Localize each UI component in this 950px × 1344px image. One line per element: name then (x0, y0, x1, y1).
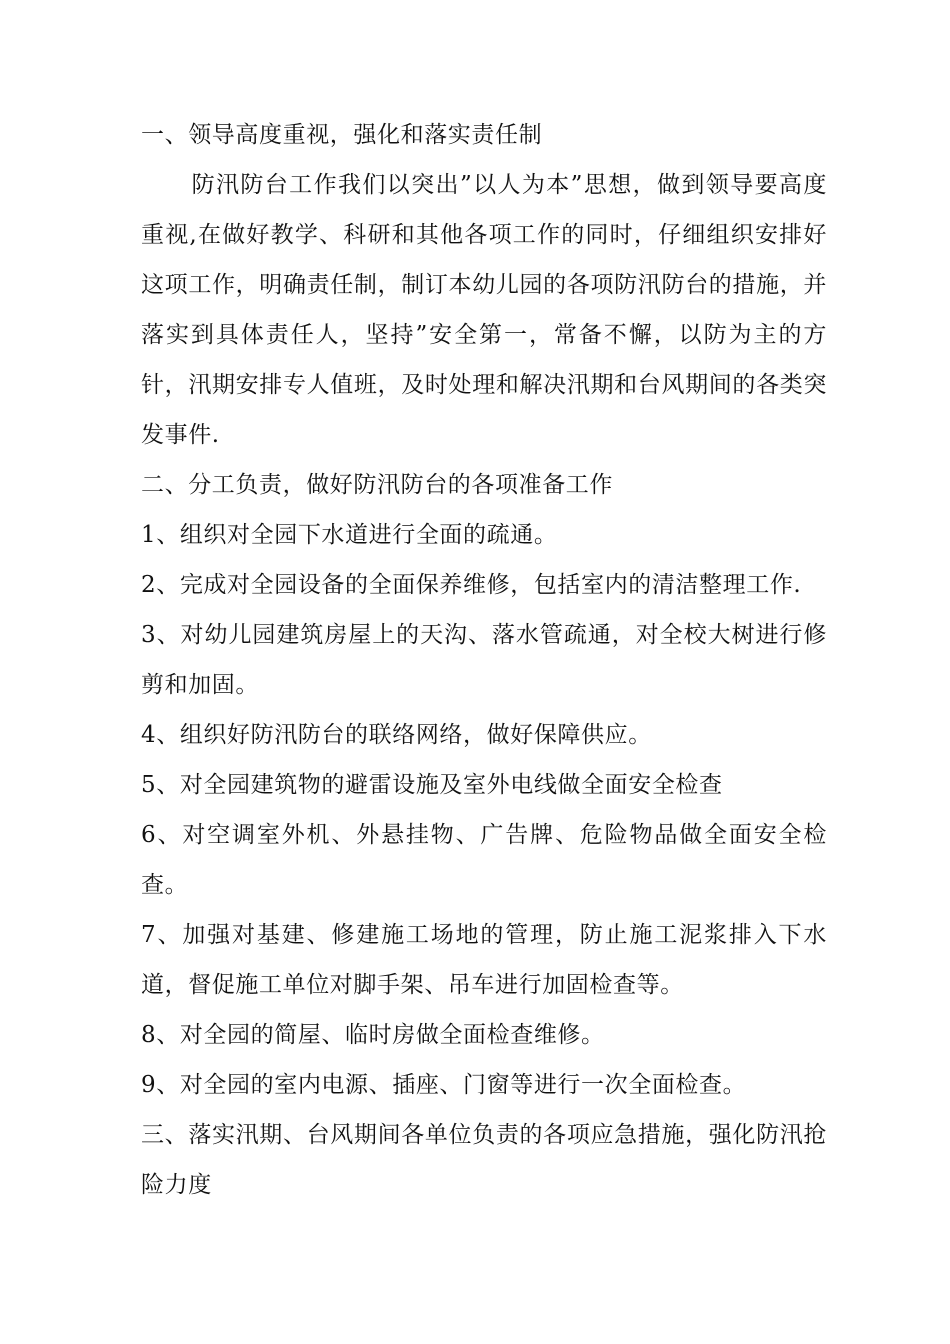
section-heading-3: 三、落实汛期、台风期间各单位负责的各项应急措施，强化防汛抢险力度 (141, 1122, 827, 1198)
list-item-1: 1、组织对全园下水道进行全面的疏通。 (141, 522, 558, 548)
document-body (141, 110, 827, 1210)
body-paragraph: 防汛防台工作我们以突出”以人为本”思想，做到领导要高度重视,在做好教学、科研和其他各项工作的同时，仔细组织安排好这项工作，明确责任制，制订本幼儿园的各项防汛防台的措施，并落实到具体责任人，坚持”安全第一，常备不懈，以防为主的方针，汛期安排专人值班，及时处理和解决汛期和台风期间的各类突发事件. (141, 172, 827, 448)
section-heading-2: 二、分工负责，做好防汛防台的各项准备工作 (141, 472, 613, 498)
list-item-7: 7、加强对基建、修建施工场地的管理，防止施工泥浆排入下水道，督促施工单位对脚手架、吊车进行加固检查等。 (141, 922, 827, 998)
list-item-5: 5、对全园建筑物的避雷设施及室外电线做全面安全检查 (141, 772, 723, 798)
list-item-3: 3、对幼儿园建筑房屋上的天沟、落水管疏通，对全校大树进行修剪和加固。 (141, 622, 827, 698)
section-heading-1: 一、领导高度重视，强化和落实责任制 (141, 122, 543, 148)
list-item-4: 4、组织好防汛防台的联络网络，做好保障供应。 (141, 722, 652, 748)
list-item-9: 9、对全园的室内电源、插座、门窗等进行一次全面检查。 (141, 1072, 747, 1098)
list-item-8: 8、对全园的简屋、临时房做全面检查维修。 (141, 1022, 605, 1048)
list-item-6: 6、对空调室外机、外悬挂物、广告牌、危险物品做全面安全检查。 (141, 822, 827, 898)
list-item-2: 2、完成对全园设备的全面保养维修，包括室内的清洁整理工作. (141, 572, 802, 598)
